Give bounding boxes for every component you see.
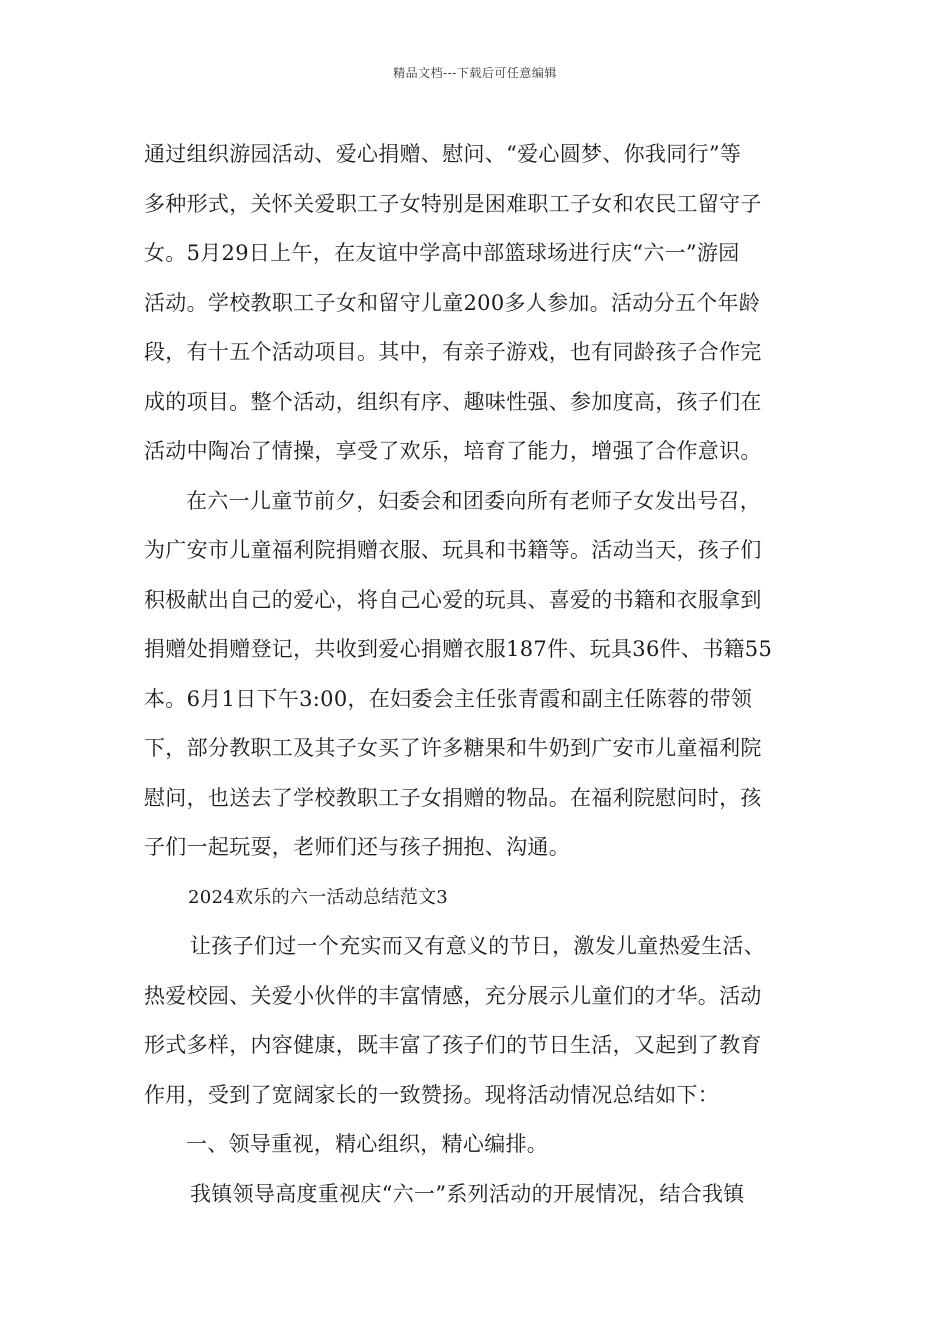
text-line: 形式多样，内容健康，既丰富了孩子们的节日生活，又起到了教育 bbox=[144, 1033, 762, 1057]
text-line: 活动中陶冶了情操，享受了欢乐，培育了能力，增强了合作意识。 bbox=[144, 439, 762, 463]
text-line: 本。6月1日下午3:00，在妇委会主任张青霞和副主任陈蓉的带领 bbox=[144, 686, 753, 711]
text-line: 捐赠处捐赠登记，共收到爱心捐赠衣服187件、玩具36件、书籍55 bbox=[144, 637, 773, 661]
text-line: 多种形式，关怀关爱职工子女特别是困难职工子女和农民工留守子 bbox=[144, 191, 762, 216]
text-line: 子们一起玩耍，老师们还与孩子拥抱、沟通。 bbox=[144, 835, 570, 859]
section-heading: 2024欢乐的六一活动总结范文3 bbox=[188, 886, 449, 908]
text-line: 通过组织游园活动、爱心捐赠、慰问、“爱心圆梦、你我同行”等 bbox=[144, 142, 742, 166]
text-line: 热爱校园、关爱小伙伴的丰富情感，充分展示儿童们的才华。活动 bbox=[144, 983, 762, 1008]
text-line: 下，部分教职工及其子女买了许多糖果和牛奶到广安市儿童福利院 bbox=[144, 736, 762, 760]
text-line: 段，有十五个活动项目。其中，有亲子游戏，也有同龄孩子合作完 bbox=[144, 340, 762, 364]
text-line: 女。5月29日上午，在友谊中学高中部篮球场进行庆“六一”游园 bbox=[144, 241, 740, 265]
text-line: 让孩子们过一个充实而又有意义的节日，激发儿童热爱生活、 bbox=[190, 934, 766, 958]
text-line: 在六一儿童节前夕，妇委会和团委向所有老师子女发出号召， bbox=[186, 488, 762, 513]
text-line: 活动。学校教职工子女和留守儿童200多人参加。活动分五个年龄 bbox=[144, 290, 761, 315]
section-heading: 一、领导重视，精心组织，精心编排。 bbox=[186, 1132, 549, 1156]
page-header: 精品文档---下载后可任意编辑 bbox=[393, 66, 557, 80]
text-line: 成的项目。整个活动，组织有序、趣味性强、参加度高，孩子们在 bbox=[144, 389, 762, 414]
text-line: 慰问，也送去了学校教职工子女捐赠的物品。在福利院慰问时，孩 bbox=[144, 785, 762, 810]
text-line: 作用，受到了宽阔家长的一致赞扬。现将活动情况总结如下： bbox=[144, 1082, 720, 1107]
text-line: 积极献出自己的爱心，将自己心爱的玩具、喜爱的书籍和衣服拿到 bbox=[144, 587, 762, 612]
text-line: 我镇领导高度重视庆“六一”系列活动的开展情况，结合我镇 bbox=[190, 1181, 745, 1206]
text-line: 为广安市儿童福利院捐赠衣服、玩具和书籍等。活动当天，孩子们 bbox=[144, 538, 762, 562]
document-body bbox=[144, 130, 814, 1219]
